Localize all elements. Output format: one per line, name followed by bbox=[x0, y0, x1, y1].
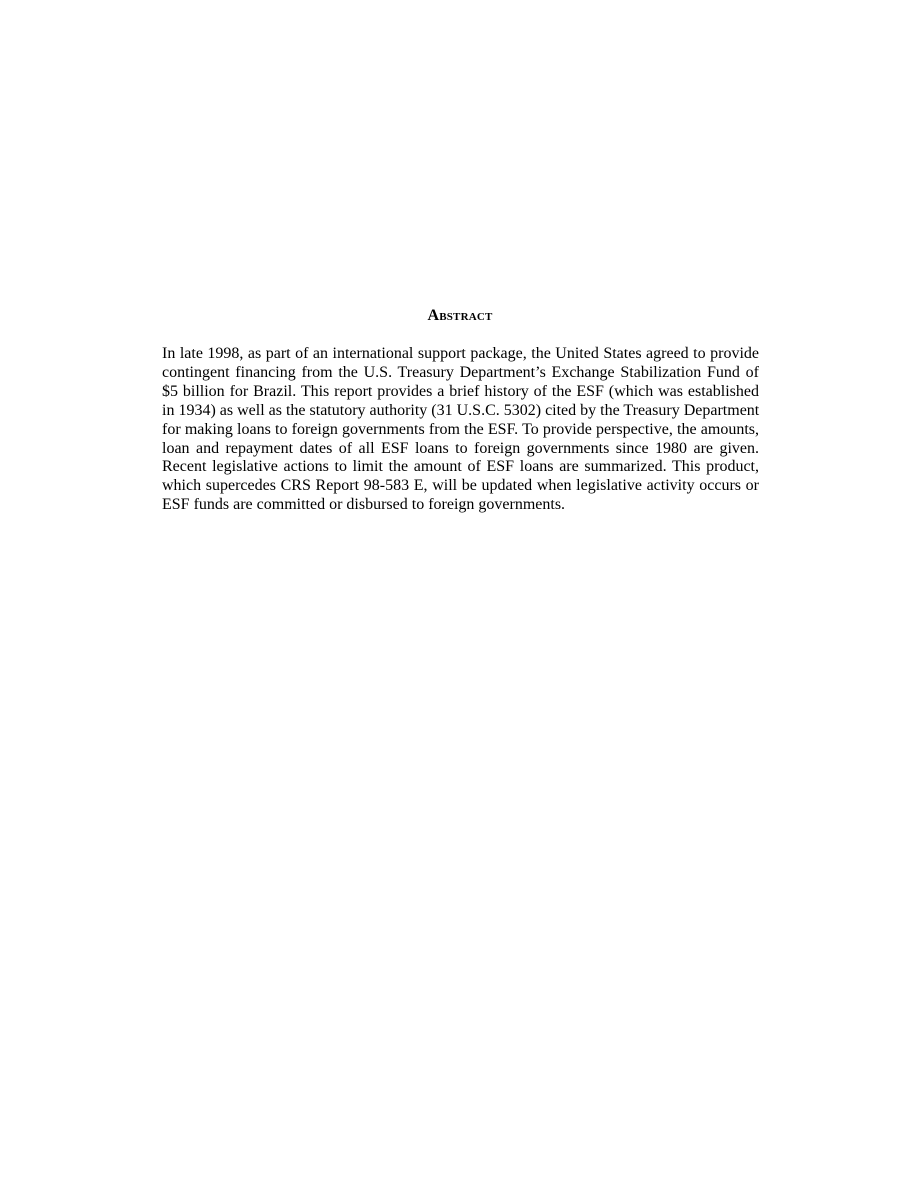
abstract-line: $5 billion for Brazil. This report provides a brief history of the ESF (which was established bbox=[162, 382, 759, 400]
abstract-line: which supercedes CRS Report 98-583 E, will be updated when legislative activity occurs or bbox=[162, 477, 759, 495]
abstract-line: in 1934) as well as the statutory authority (31 U.S.C. 5302) cited by the Treasury Department bbox=[162, 401, 760, 419]
abstract-paragraph bbox=[162, 345, 759, 515]
abstract-line: In late 1998, as part of an international support package, the United States agreed to provide bbox=[162, 345, 759, 362]
abstract-line: Recent legislative actions to limit the amount of ESF loans are summarized. This product, bbox=[162, 458, 759, 476]
abstract-line: ESF funds are committed or disbursed to foreign governments. bbox=[162, 496, 566, 514]
abstract-line: loan and repayment dates of all ESF loans to foreign governments since 1980 are given. bbox=[162, 439, 759, 457]
abstract-heading: Abstract bbox=[427, 307, 493, 324]
abstract-line: for making loans to foreign governments from the ESF. To provide perspective, the amounts, bbox=[162, 420, 759, 438]
abstract-line: contingent financing from the U.S. Treasury Department’s Exchange Stabilization Fund of bbox=[162, 363, 759, 381]
